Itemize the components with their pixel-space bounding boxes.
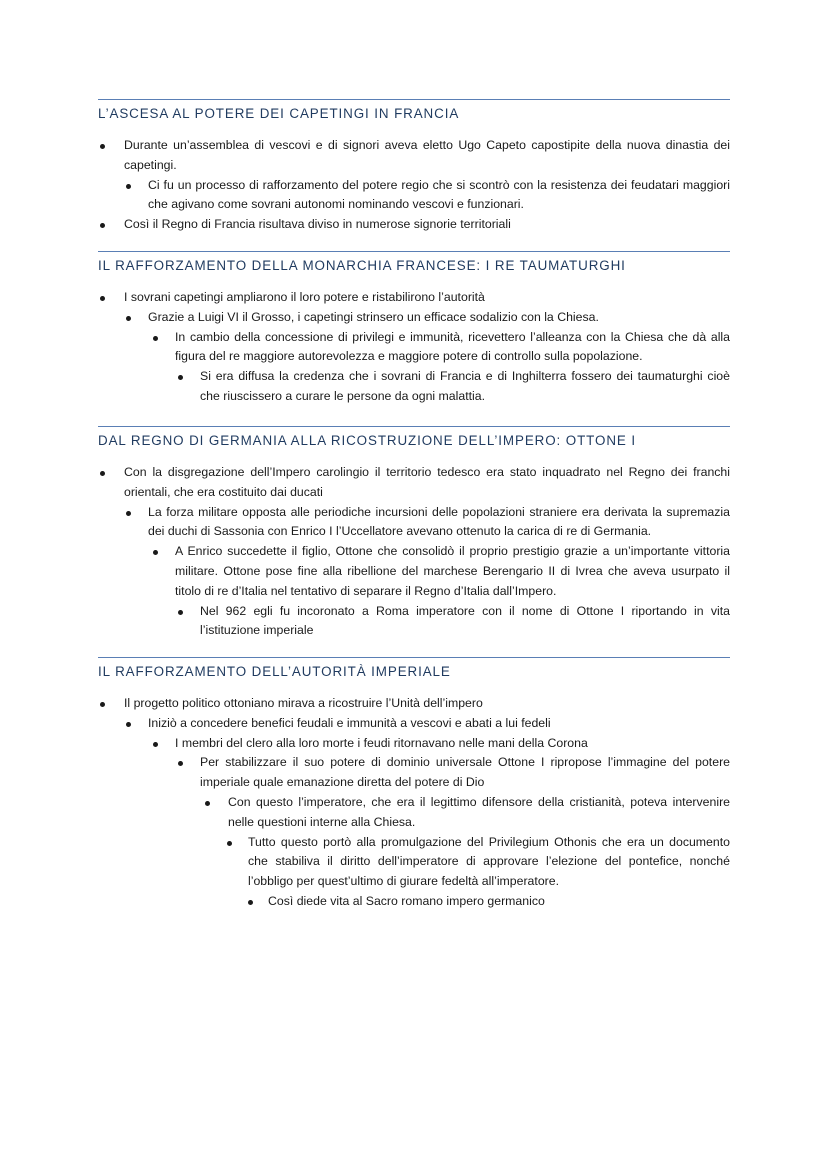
bullet-icon (153, 336, 158, 341)
list-item-text: Per stabilizzare il suo potere di dominio universale Ottone I ripropose l’immagine del potere imperiale quale emanazione diretta del potere di Dio (200, 755, 730, 790)
list-item (98, 288, 730, 308)
list-item-text: Con questo l’imperatore, che era il legittimo difensore della cristianità, poteva intervenire nelle questioni interne alla Chiesa. (228, 794, 730, 829)
bullet-icon (100, 296, 105, 301)
bullet-list (98, 136, 730, 235)
list-item (98, 308, 730, 328)
list-item (98, 753, 730, 793)
list-item-text: Durante un’assemblea di vescovi e di signori aveva eletto Ugo Capeto capostipite della nuova dinastia dei capetingi. (124, 138, 730, 172)
bullet-icon (178, 375, 183, 380)
list-item-text: In cambio della concessione di privilegi e immunità, ricevettero l’alleanza con la Chiesa che dà alla figura del re maggiore autorevolezza e maggiore potere di controllo sulla popolazione. (175, 329, 730, 364)
list-item (98, 694, 730, 714)
list-item (98, 328, 730, 368)
list-item (98, 503, 730, 543)
bullet-icon (248, 900, 253, 905)
section-heading: IL RAFFORZAMENTO DELLA MONARCHIA FRANCESE: I RE TAUMATURGHI (98, 251, 730, 275)
section-capetingi (98, 99, 730, 235)
list-item-text: Con la disgregazione dell’Impero carolingio il territorio tedesco era stato inquadrato nel Regno dei franchi orientali, che era costituito dai ducati (124, 465, 730, 499)
section-taumaturghi (98, 251, 730, 407)
list-item-text: A Enrico succedette il figlio, Ottone che consolidò il proprio prestigio grazie a un’importante vittoria militare. Ottone pose fine alla ribellione del marchese Berengario II di Ivrea che aveva usurpato il titolo di re d’Italia nel tentativo di separare il Regno d’Italia dall’Impero. (175, 544, 730, 598)
bullet-icon (126, 722, 131, 727)
bullet-icon (100, 702, 105, 707)
section-autorita-imperiale (98, 657, 730, 912)
list-item-text: Tutto questo portò alla promulgazione del Privilegium Othonis che era un documento che stabiliva il diritto dell’imperatore di approvare l’elezione del pontefice, nonché l’obbligo per quest’ultimo di giurare fedeltà all’imperatore. (248, 834, 730, 889)
bullet-icon (126, 511, 131, 516)
list-item-text: I sovrani capetingi ampliarono il loro potere e ristabilirono l’autorità (124, 290, 485, 304)
bullet-icon (205, 801, 210, 806)
bullet-list (98, 463, 730, 641)
list-item-text: Così il Regno di Francia risultava diviso in numerose signorie territoriali (124, 217, 511, 232)
bullet-icon (100, 223, 105, 228)
list-item (98, 463, 730, 503)
section-ottone-i (98, 426, 730, 641)
list-item-text: Il progetto politico ottoniano mirava a ricostruire l’Unità dell’impero (124, 696, 483, 710)
list-item (98, 215, 730, 235)
list-item-text: La forza militare opposta alle periodiche incursioni delle popolazioni straniere era derivata la supremazia dei duchi di Sassonia con Enrico I l’Uccellatore avevano ottenuto la carica di re di Germania. (148, 504, 730, 539)
bullet-icon (126, 184, 131, 189)
section-heading: L’ASCESA AL POTERE DEI CAPETINGI IN FRANCIA (98, 99, 730, 123)
list-item (98, 176, 730, 216)
bullet-icon (100, 144, 105, 149)
list-item-text: Ci fu un processo di rafforzamento del potere regio che si scontrò con la resistenza dei feudatari maggiori che agivano come sovrani autonomi nominando vescovi e funzionari. (148, 177, 730, 212)
bullet-list (98, 288, 730, 407)
list-item (98, 367, 730, 407)
section-heading: IL RAFFORZAMENTO DELL’AUTORITÀ IMPERIALE (98, 657, 730, 681)
bullet-list (98, 694, 730, 912)
list-item (98, 892, 730, 912)
list-item-text: Così diede vita al Sacro romano impero germanico (268, 893, 545, 908)
list-item-text: Iniziò a concedere benefici feudali e immunità a vescovi e abati a lui fedeli (148, 715, 551, 730)
list-item-text: I membri del clero alla loro morte i feudi ritornavano nelle mani della Corona (175, 735, 588, 750)
bullet-icon (126, 316, 131, 321)
list-item (98, 714, 730, 734)
list-item (98, 793, 730, 833)
list-item-text: Si era diffusa la credenza che i sovrani di Francia e di Inghilterra fossero dei taumaturghi cioè che riuscissero a curare le persone da ogni malattia. (200, 369, 730, 403)
bullet-icon (178, 761, 183, 766)
bullet-icon (178, 610, 183, 615)
bullet-icon (153, 550, 158, 555)
list-item (98, 542, 730, 601)
bullet-icon (153, 742, 158, 747)
list-item (98, 734, 730, 754)
list-item (98, 833, 730, 892)
list-item (98, 136, 730, 176)
list-item-text: Nel 962 egli fu incoronato a Roma imperatore con il nome di Ottone I riportando in vita l’istituzione imperiale (200, 603, 730, 638)
section-heading: DAL REGNO DI GERMANIA ALLA RICOSTRUZIONE DELL’IMPERO: OTTONE I (98, 426, 730, 450)
bullet-icon (100, 471, 105, 476)
list-item (98, 602, 730, 642)
list-item-text: Grazie a Luigi VI il Grosso, i capetingi strinsero un efficace sodalizio con la Chiesa. (148, 309, 599, 324)
bullet-icon (227, 841, 232, 846)
